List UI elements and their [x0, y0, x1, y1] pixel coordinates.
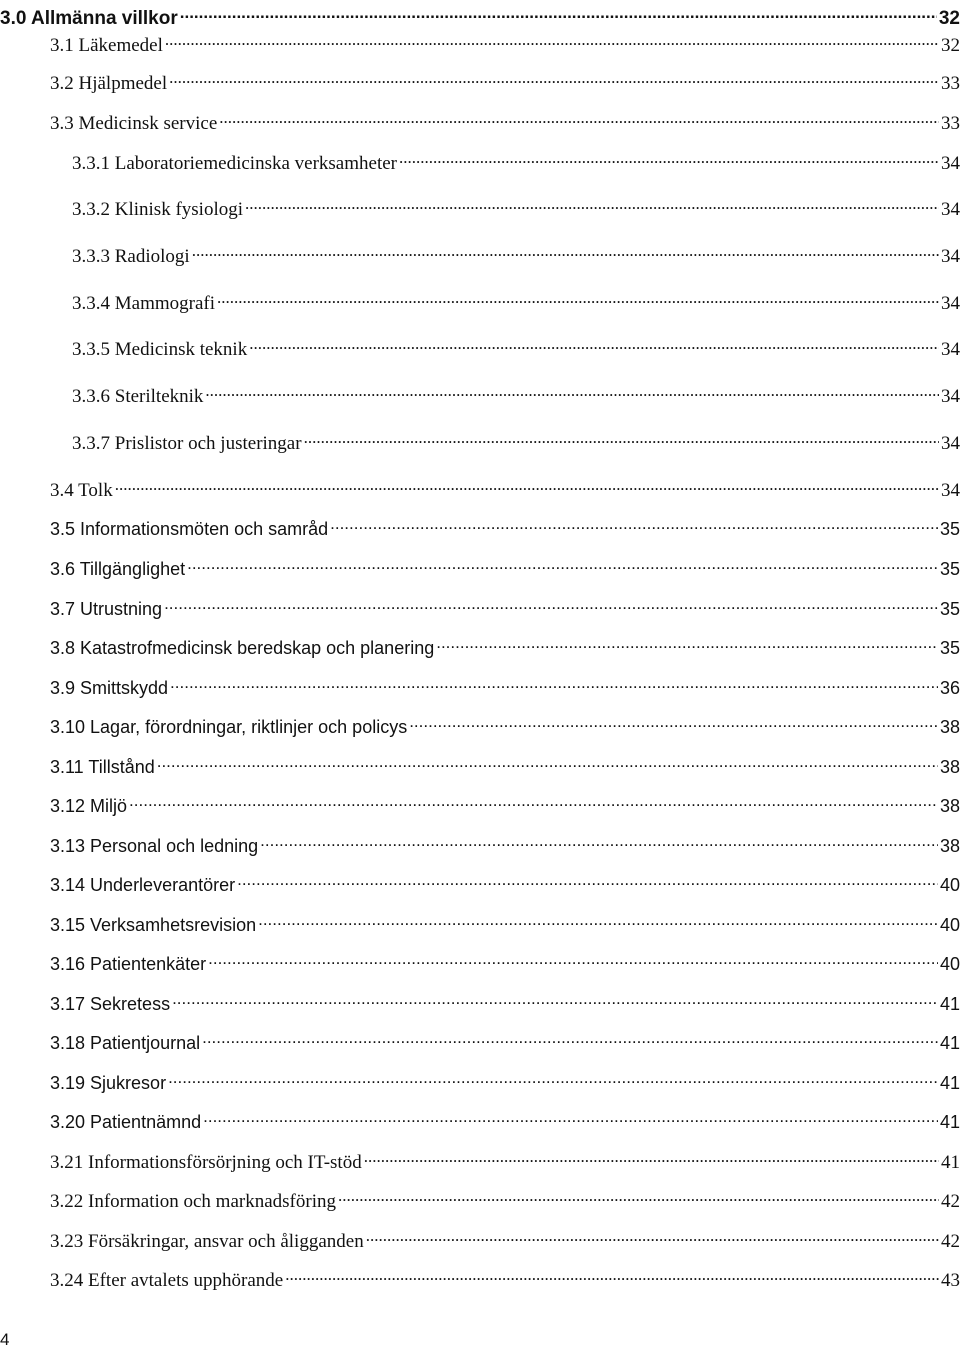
dot-leader	[208, 948, 938, 970]
dot-leader	[245, 193, 939, 215]
toc-title: 3.12 Miljö	[50, 796, 128, 816]
toc-page: 40	[939, 875, 960, 895]
toc-page: 36	[939, 678, 960, 698]
dot-leader	[115, 474, 939, 496]
dot-leader	[202, 1027, 938, 1049]
toc-title: 3.7 Utrustning	[50, 599, 163, 619]
toc-title: 3.3.3 Radiologi	[72, 246, 190, 267]
toc-page: 40	[939, 915, 960, 935]
toc-page: 41	[939, 1112, 960, 1132]
toc-title: 3.3.7 Prislistor och justeringar	[72, 433, 302, 454]
toc-title: 3.5 Informationsmöten och samråd	[50, 519, 329, 539]
toc-page: 41	[939, 994, 960, 1014]
toc-title: 3.9 Smittskydd	[50, 678, 169, 698]
toc-entry[interactable]	[50, 553, 960, 579]
toc-page: 41	[939, 1073, 960, 1093]
dot-leader	[203, 1106, 938, 1128]
toc-page: 34	[941, 480, 960, 501]
toc-entry[interactable]	[50, 869, 960, 895]
toc-page: 34	[941, 246, 960, 267]
page-number: 4	[0, 1330, 10, 1349]
dot-leader	[237, 869, 938, 891]
toc-entry[interactable]	[50, 830, 960, 856]
toc-page: 38	[939, 836, 960, 856]
toc-page: 35	[939, 638, 960, 658]
toc-entry[interactable]	[50, 1185, 960, 1212]
toc-title: 3.23 Försäkringar, ansvar och åligganden	[50, 1231, 364, 1252]
toc-page: 40	[939, 954, 960, 974]
toc-entry[interactable]	[50, 474, 960, 501]
toc-title: 3.3.5 Medicinsk teknik	[72, 339, 248, 360]
dot-leader	[364, 1146, 939, 1168]
toc-title: 3.18 Patientjournal	[50, 1033, 201, 1053]
toc-page: 33	[941, 113, 960, 134]
toc-title: 3.19 Sjukresor	[50, 1073, 167, 1093]
toc-title: 3.1 Läkemedel	[50, 35, 163, 56]
dot-leader	[436, 632, 938, 654]
toc-page: 38	[939, 757, 960, 777]
toc-title: 3.8 Katastrofmedicinsk beredskap och planering	[50, 638, 435, 658]
dot-leader	[285, 1264, 939, 1286]
dot-leader	[172, 988, 938, 1010]
dot-leader	[157, 751, 938, 773]
toc-entry[interactable]	[50, 513, 960, 539]
toc-page: 34	[941, 339, 960, 360]
toc-page: 34	[941, 386, 960, 407]
toc-title: 3.24 Efter avtalets upphörande	[50, 1270, 284, 1291]
dot-leader	[187, 553, 938, 575]
toc-entry[interactable]	[50, 948, 960, 974]
toc-title: 3.3.6 Sterilteknik	[72, 386, 204, 407]
dot-leader	[219, 107, 939, 129]
toc-entry[interactable]	[50, 711, 960, 737]
toc-entry[interactable]	[72, 380, 960, 407]
toc-entry[interactable]	[50, 1146, 960, 1173]
dot-leader	[330, 513, 938, 535]
toc-title: 3.3 Medicinsk service	[50, 113, 218, 134]
toc-title: 3.20 Patientnämnd	[50, 1112, 202, 1132]
toc-entry[interactable]	[72, 147, 960, 174]
toc-entry[interactable]	[72, 427, 960, 454]
toc-page: 34	[941, 153, 960, 174]
toc-title: 3.0 Allmänna villkor	[0, 8, 178, 29]
toc-entry[interactable]	[72, 193, 960, 220]
toc-entry[interactable]	[72, 240, 960, 267]
toc-title: 3.13 Personal och ledning	[50, 836, 259, 856]
dot-leader	[399, 147, 939, 169]
toc-entry[interactable]	[50, 29, 960, 56]
toc-page: 41	[939, 1033, 960, 1053]
toc-title: 3.6 Tillgänglighet	[50, 559, 186, 579]
toc-entry[interactable]	[50, 632, 960, 658]
toc-title: 3.21 Informationsförsörjning och IT-stöd	[50, 1152, 362, 1173]
toc-title: 3.3.1 Laboratoriemedicinska verksamheter	[72, 153, 397, 174]
toc-entry[interactable]	[50, 672, 960, 698]
dot-leader	[180, 2, 937, 24]
toc-title: 3.17 Sekretess	[50, 994, 171, 1014]
toc-page: 32	[938, 8, 960, 29]
toc-entry[interactable]	[50, 1027, 960, 1053]
toc-heading[interactable]	[0, 2, 960, 29]
toc-page: 34	[941, 293, 960, 314]
toc-entry[interactable]	[50, 1264, 960, 1291]
dot-leader	[205, 380, 939, 402]
toc-entry[interactable]	[50, 1067, 960, 1093]
toc-page: 34	[941, 433, 960, 454]
toc-page: 42	[941, 1231, 960, 1252]
dot-leader	[258, 909, 938, 931]
toc-entry[interactable]	[50, 909, 960, 935]
dot-leader	[338, 1185, 939, 1207]
toc-title: 3.22 Information och marknadsföring	[50, 1191, 336, 1212]
dot-leader	[260, 830, 938, 852]
toc-entry[interactable]	[50, 67, 960, 94]
toc-page: 38	[939, 717, 960, 737]
toc-page: 38	[939, 796, 960, 816]
dot-leader	[217, 287, 939, 309]
toc-entry[interactable]	[50, 790, 960, 816]
toc-entry[interactable]	[50, 1225, 960, 1252]
toc-title: 3.3.4 Mammografi	[72, 293, 216, 314]
dot-leader	[169, 67, 939, 89]
toc-entry[interactable]	[50, 107, 960, 134]
toc-page: 35	[939, 559, 960, 579]
toc-page: 42	[941, 1191, 960, 1212]
toc-title: 3.3.2 Klinisk fysiologi	[72, 199, 244, 220]
toc-title: 3.15 Verksamhetsrevision	[50, 915, 257, 935]
toc-page: 43	[941, 1270, 960, 1291]
dot-leader	[164, 593, 938, 615]
dot-leader	[165, 29, 939, 51]
toc-entry[interactable]	[50, 593, 960, 619]
toc-title: 3.2 Hjälpmedel	[50, 73, 168, 94]
dot-leader	[170, 672, 938, 694]
toc-page: 34	[941, 199, 960, 220]
toc-page: 41	[941, 1152, 960, 1173]
dot-leader	[409, 711, 938, 733]
toc-entry[interactable]	[50, 1106, 960, 1132]
dot-leader	[366, 1225, 939, 1247]
toc-entry[interactable]	[50, 751, 960, 777]
toc-entry[interactable]	[50, 988, 960, 1014]
toc-title: 3.14 Underleverantörer	[50, 875, 236, 895]
toc-page: 33	[941, 73, 960, 94]
toc-page: 35	[939, 519, 960, 539]
toc-title: 3.16 Patientenkäter	[50, 954, 207, 974]
toc-entry[interactable]	[72, 287, 960, 314]
toc-title: 3.4 Tolk	[50, 480, 113, 501]
toc-page: 32	[941, 35, 960, 56]
toc-title: 3.10 Lagar, förordningar, riktlinjer och policys	[50, 717, 408, 737]
toc-title: 3.11 Tillstånd	[50, 757, 155, 777]
dot-leader	[129, 790, 938, 812]
dot-leader	[168, 1067, 938, 1089]
toc-page: 35	[939, 599, 960, 619]
dot-leader	[192, 240, 939, 262]
toc-entry[interactable]	[72, 333, 960, 360]
dot-leader	[304, 427, 939, 449]
dot-leader	[249, 333, 939, 355]
